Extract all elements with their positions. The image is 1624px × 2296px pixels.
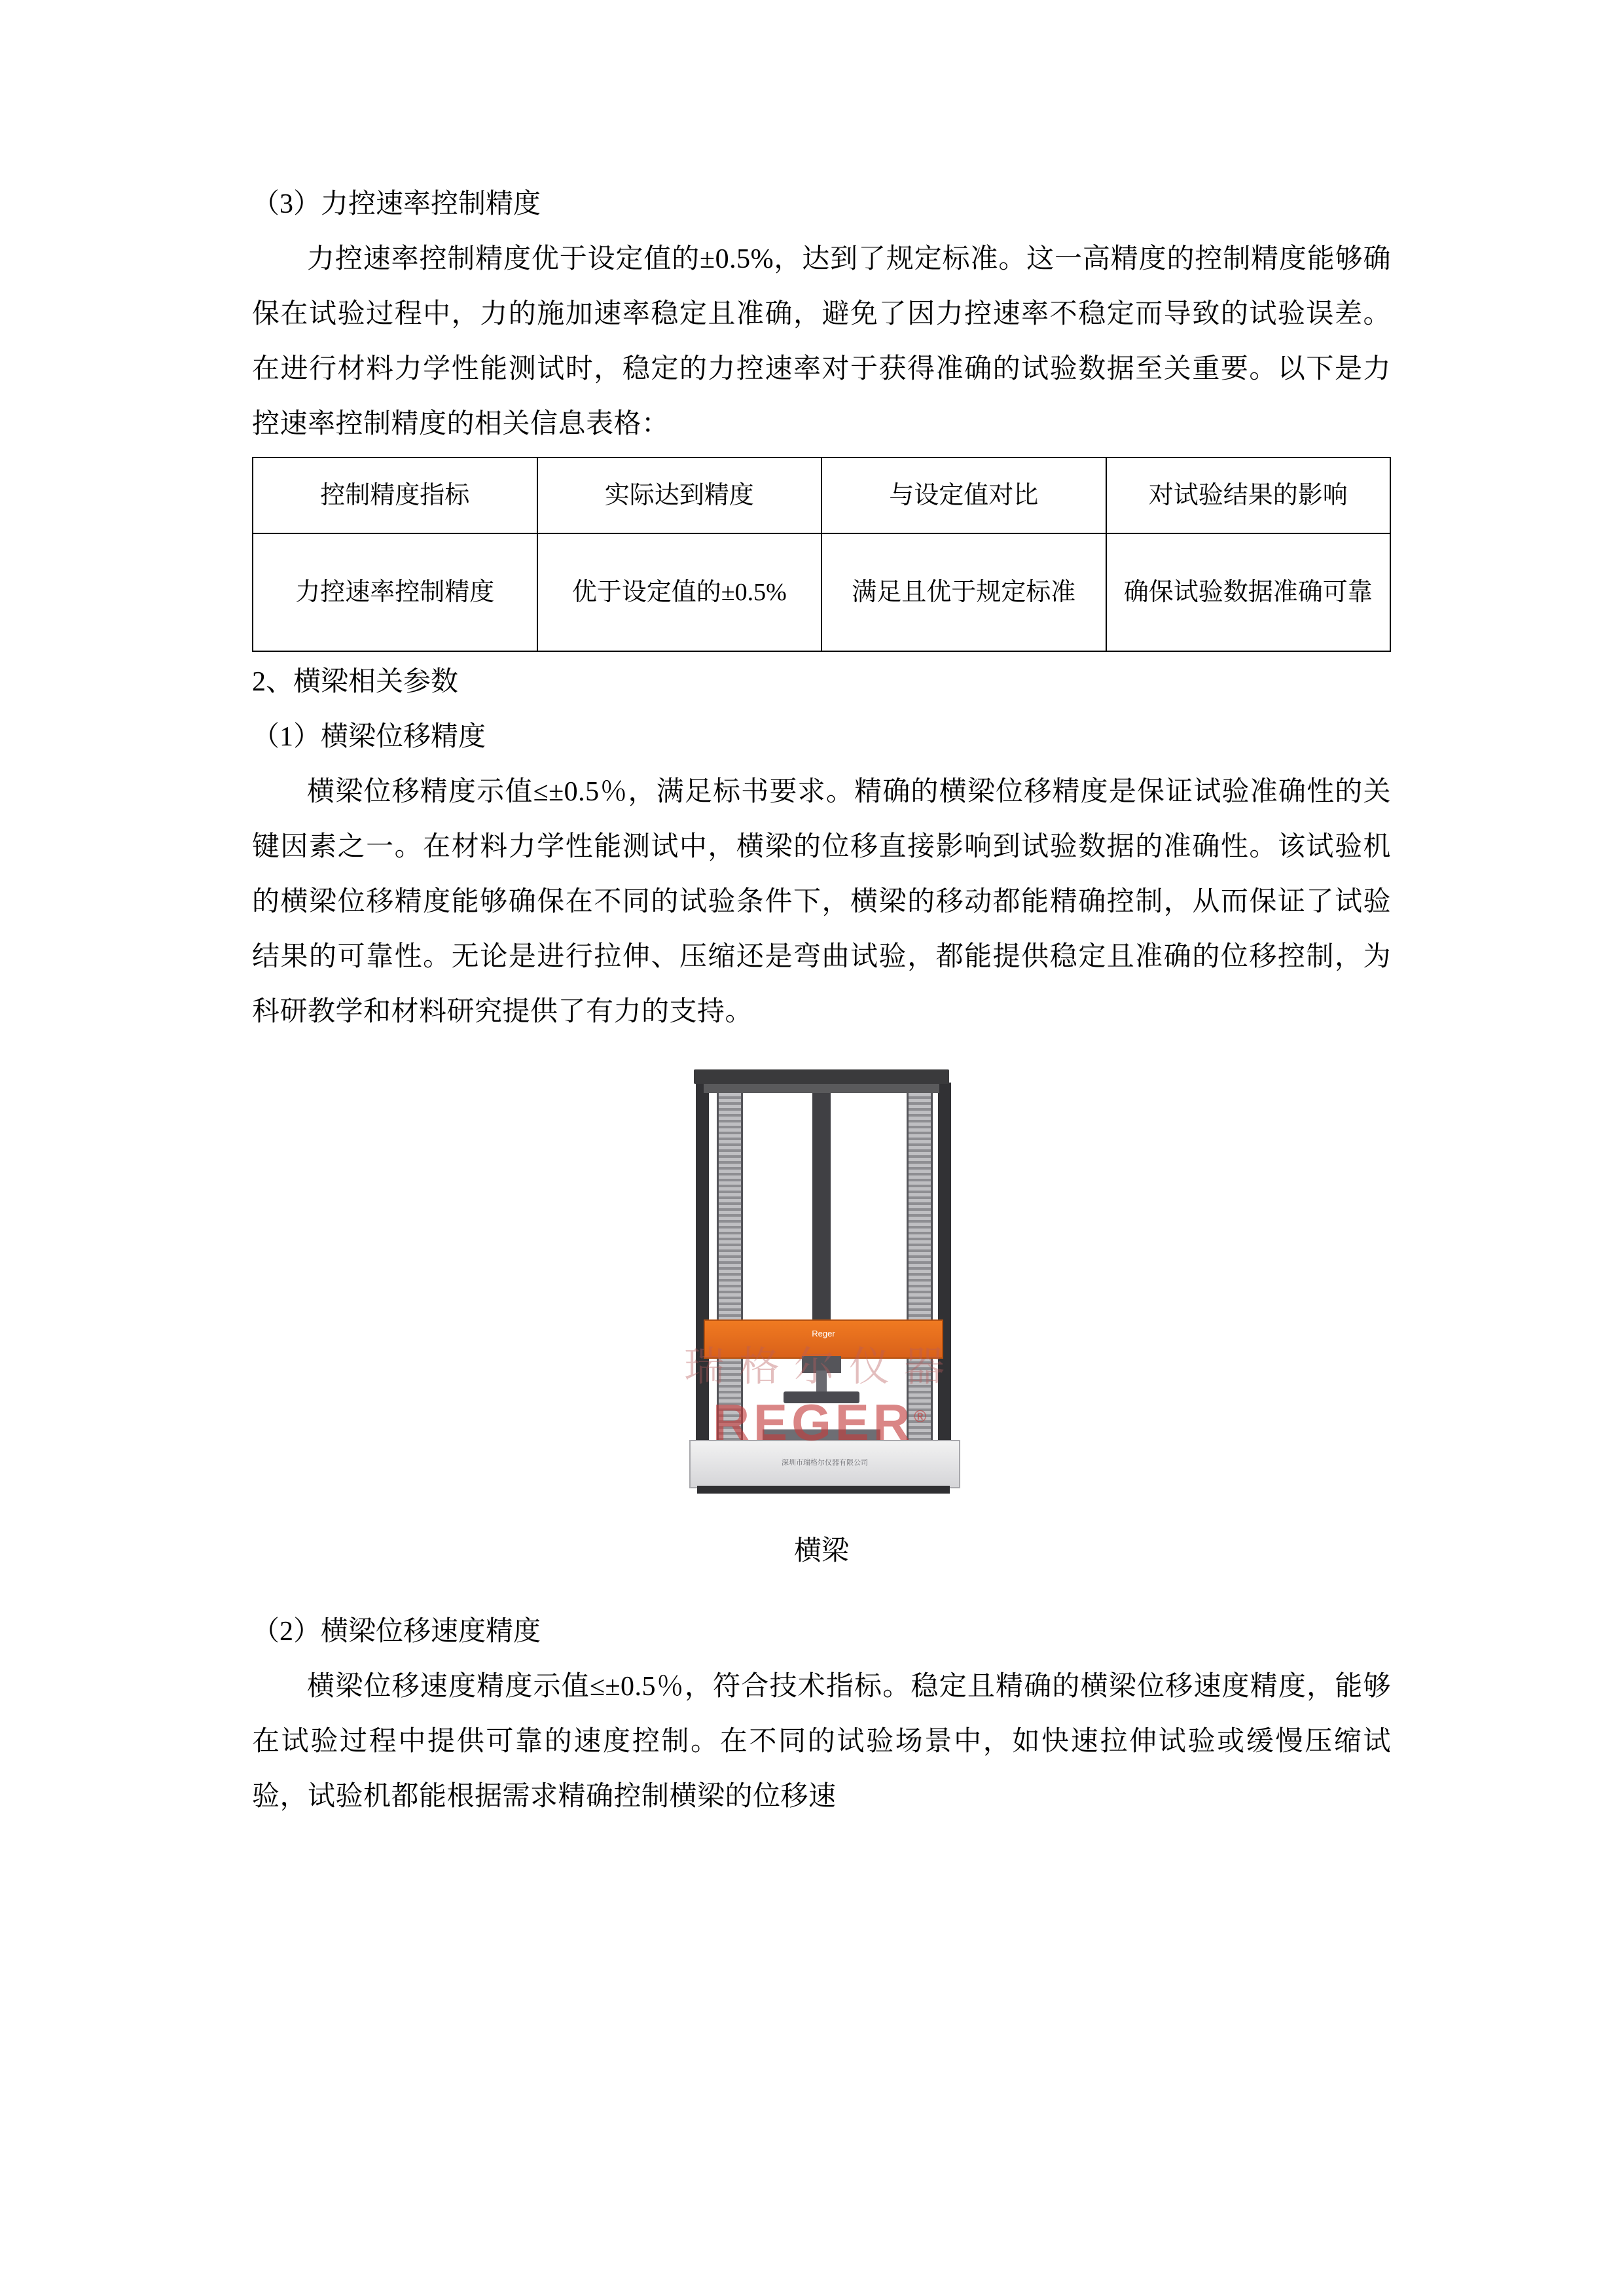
machine-lower-platen <box>763 1429 880 1440</box>
section-2-sub-1-heading: （1）横梁位移精度 <box>252 722 486 752</box>
machine-crosshead <box>704 1319 943 1359</box>
machine-screw-column-left <box>717 1093 743 1440</box>
section-3-heading: （3）力控速率控制精度 <box>252 189 541 219</box>
table-cell-1: 力控速率控制精度 <box>253 533 537 651</box>
watermark-english-text: REGER <box>712 1393 914 1451</box>
machine-top-bar <box>704 1084 939 1093</box>
table-row <box>253 533 1390 651</box>
table-header-cell-1: 控制精度指标 <box>253 457 537 533</box>
machine-base <box>689 1440 960 1488</box>
testing-machine-illustration <box>605 1063 1038 1521</box>
machine-fixture-rod <box>816 1371 827 1394</box>
machine-screw-column-right <box>907 1093 933 1440</box>
section-2-heading: 2、横梁相关参数 <box>252 667 459 697</box>
machine-top-frame <box>694 1069 949 1084</box>
section-2-sub-2-heading: （2）横梁位移速度精度 <box>252 1617 541 1647</box>
table-header-cell-3: 与设定值对比 <box>821 457 1106 533</box>
machine-feet <box>697 1486 950 1494</box>
section-2-sub-1-paragraph: 横梁位移精度示值≤±0.5％，满足标书要求。精确的横梁位移精度是保证试验准确性的关键因素之一。在材料力学性能测试中，横梁的位移直接影响到试验数据的准确性。该试验机的横梁位移精度能够确保在不同的试验条件下，横梁的移动都能精确控制，从而保证了试验结果的可靠性。无论是进行拉伸、压缩还是弯曲试验，都能提供稳定且准确的位移控制，为科研教学和材料研究提供了有力的支持。 <box>252 777 1391 1027</box>
table-cell-3: 满足且优于规定标准 <box>821 533 1106 651</box>
figure-caption: 横梁 <box>793 1536 849 1566</box>
table-header-cell-2: 实际达到精度 <box>537 457 822 533</box>
section-2-sub-2-paragraph: 横梁位移速度精度示值≤±0.5％，符合技术指标。稳定且精确的横梁位移速度精度，能够在试验过程中提供可靠的速度控制。在不同的试验场景中，如快速拉伸试验或缓慢压缩试验，试验机都能根据需求精确控制横梁的位移速 <box>252 1672 1391 1812</box>
machine-upper-platen <box>784 1391 859 1403</box>
table-header-cell-4: 对试验结果的影响 <box>1106 457 1391 533</box>
machine-base-label: 深圳市瑞格尔仪器有限公司 <box>782 1459 868 1467</box>
machine-outer-column-left <box>696 1083 709 1475</box>
registered-mark-icon: ® <box>914 1407 931 1426</box>
figure-block <box>252 1063 1391 1574</box>
watermark-chinese: 瑞格尔仪器 <box>683 1345 959 1390</box>
table-header-row <box>253 457 1390 533</box>
accuracy-table <box>252 457 1391 652</box>
table-cell-4: 确保试验数据准确可靠 <box>1106 533 1391 651</box>
machine-brand-label: Reger <box>812 1329 835 1338</box>
machine-outer-column-right <box>938 1083 951 1475</box>
machine-center-shaft <box>812 1093 831 1322</box>
table-cell-2: 优于设定值的±0.5% <box>537 533 822 651</box>
page-content <box>252 177 1391 1824</box>
section-3-paragraph: 力控速率控制精度优于设定值的±0.5%，达到了规定标准。这一高精度的控制精度能够确保在试验过程中，力的施加速率稳定且准确，避免了因力控速率不稳定而导致的试验误差。在进行材料力学性能测试时，稳定的力控速率对于获得准确的试验数据至关重要。以下是力控速率控制精度的相关信息表格： <box>252 244 1391 439</box>
